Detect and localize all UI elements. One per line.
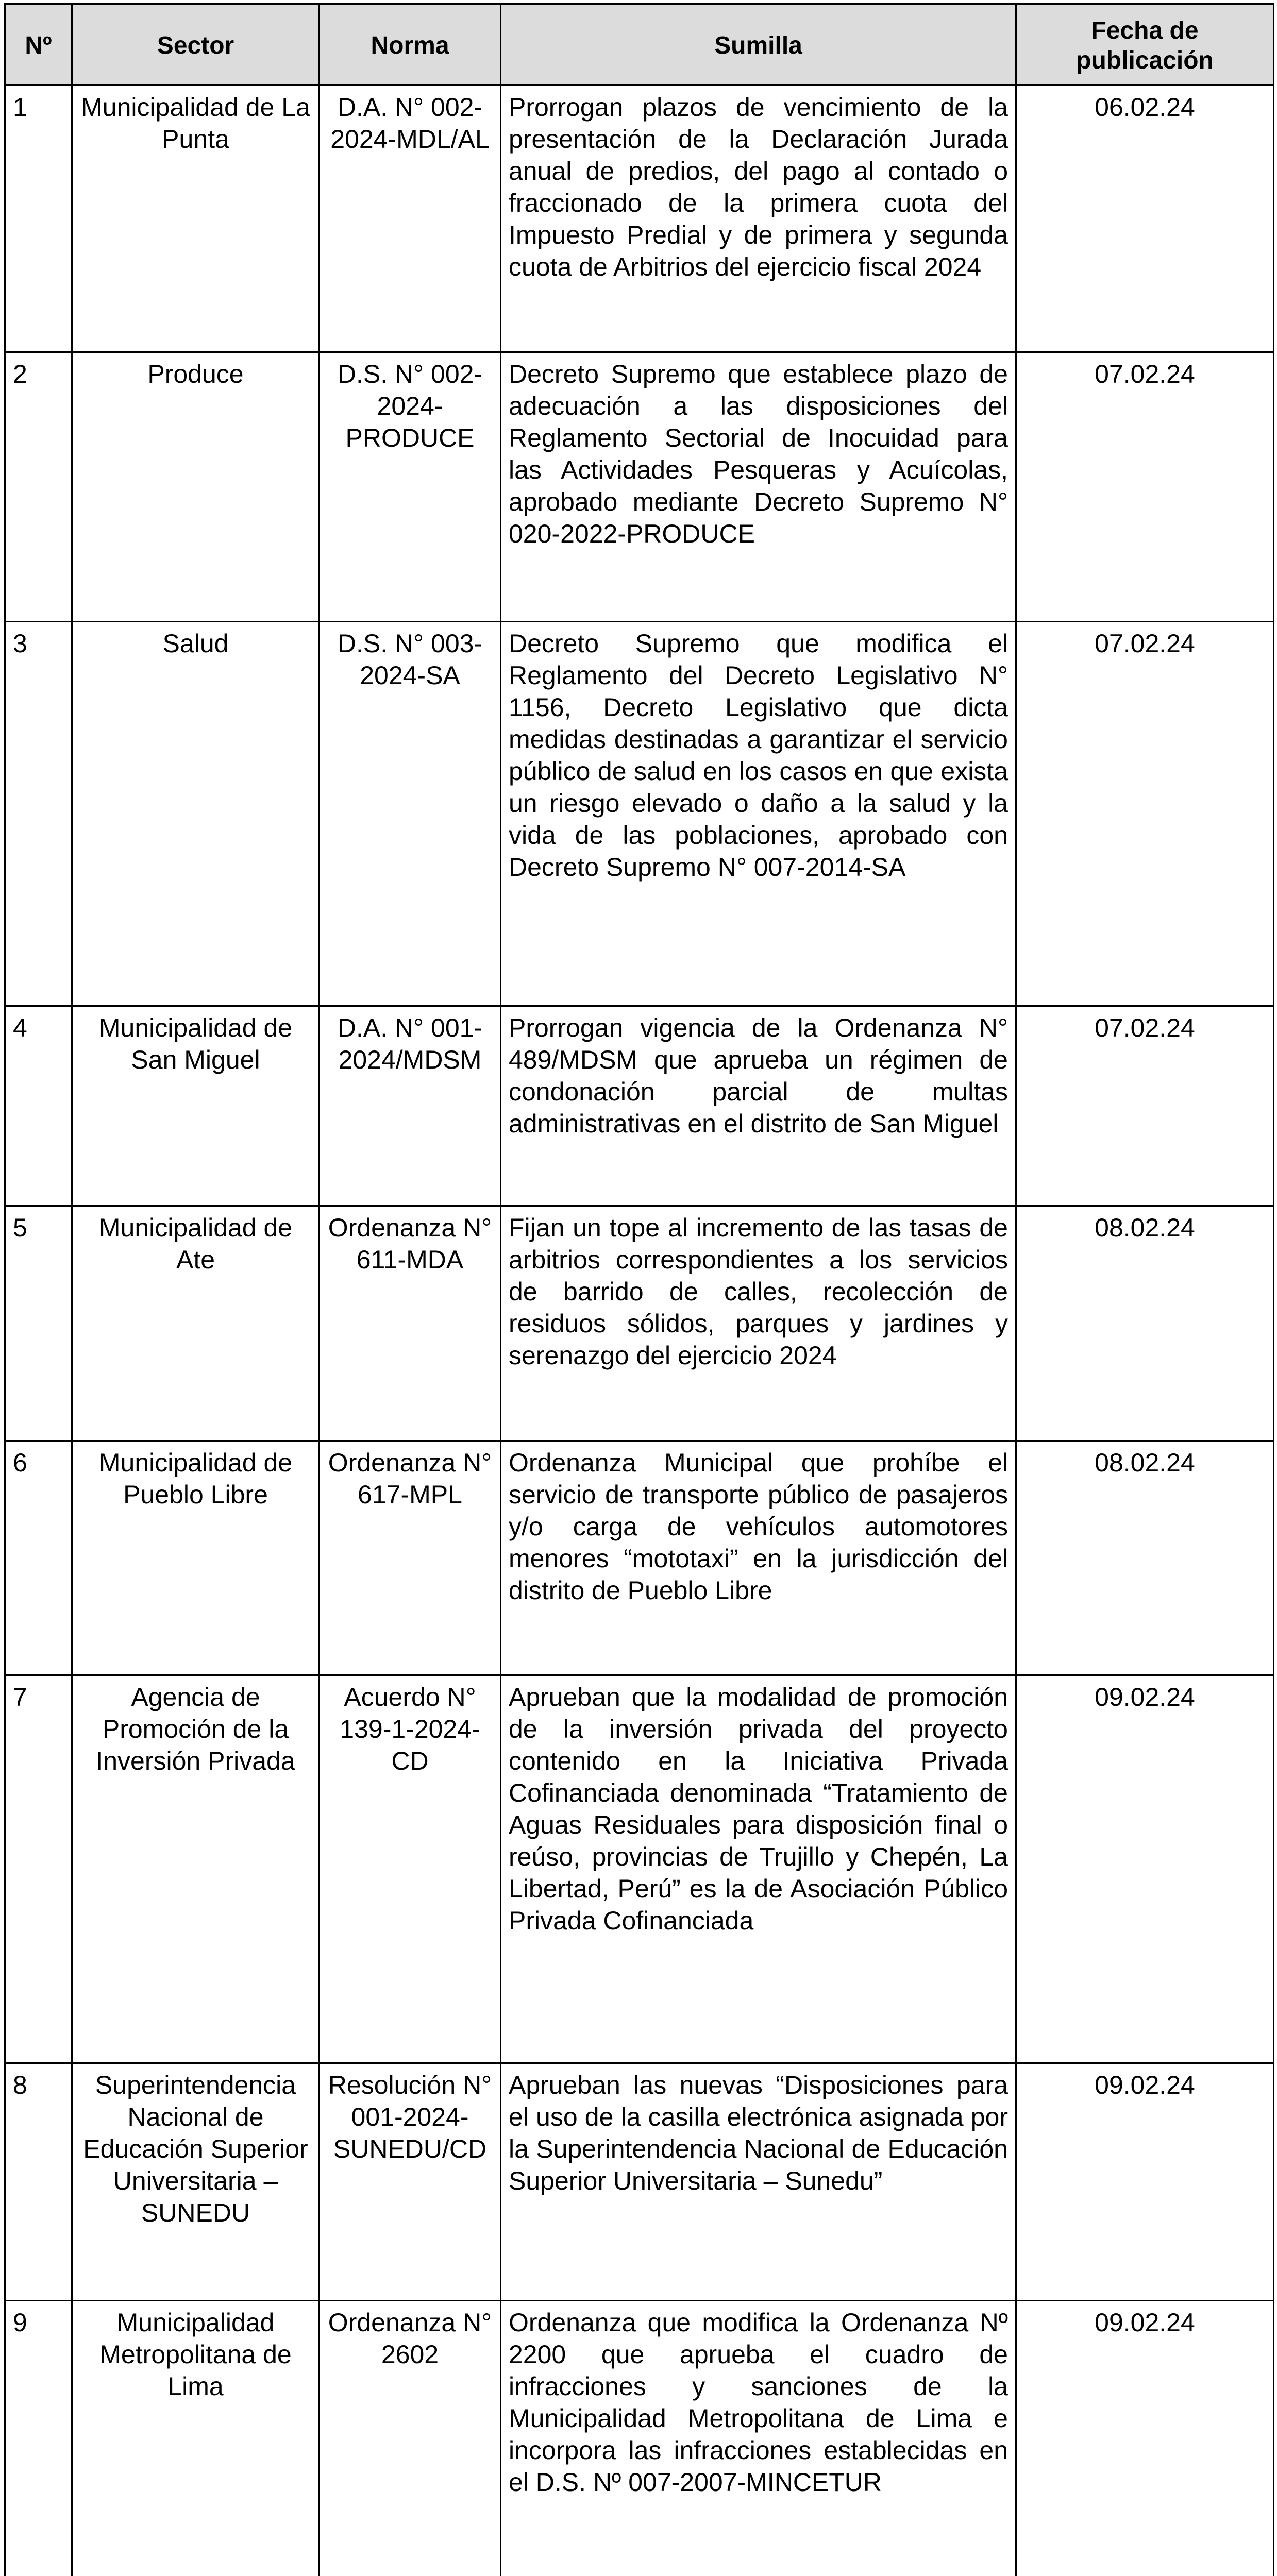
cell-sector: Salud [72, 622, 320, 1006]
header-norma: Norma [320, 4, 501, 86]
cell-sector: Superintendencia Nacional de Educación Superior Universitaria – SUNEDU [72, 2063, 320, 2301]
cell-sumilla: Prorrogan plazos de vencimiento de la presentación de la Declaración Jurada anual de predios, del pago al contado o fraccionado de la primera cuota del Impuesto Predial y de primera y segunda cuota de Arbitrios del ejercicio fiscal 2024 [501, 86, 1016, 352]
header-num: Nº [5, 4, 72, 86]
cell-sumilla: Aprueban que la modalidad de promoción de la inversión privada del proyecto contenido en la Iniciativa Privada Cofinanciada denominada “Tratamiento de Aguas Residuales para disposición final o reúso, provincias de Trujillo y Chepén, La Libertad, Perú” es la de Asociación Público Privada Cofinanciada [501, 1675, 1016, 2063]
cell-num: 8 [5, 2063, 72, 2301]
cell-fecha: 08.02.24 [1016, 1206, 1274, 1440]
cell-num: 4 [5, 1006, 72, 1206]
cell-sector: Agencia de Promoción de la Inversión Privada [72, 1675, 320, 2063]
cell-fecha: 07.02.24 [1016, 622, 1274, 1006]
header-fecha [1016, 4, 1274, 86]
cell-num: 3 [5, 622, 72, 1006]
cell-fecha: 06.02.24 [1016, 86, 1274, 352]
cell-sumilla: Ordenanza que modifica la Ordenanza Nº 2200 que aprueba el cuadro de infracciones y sanciones de la Municipalidad Metropolitana de Lima e incorpora las infracciones establecidas en el D.S. Nº 007-2007-MINCETUR [501, 2301, 1016, 2576]
cell-norma: D.A. N° 001-2024/MDSM [320, 1006, 501, 1206]
table-row [5, 1440, 1274, 1675]
table-row [5, 1675, 1274, 2063]
cell-norma: Ordenanza N° 611-MDA [320, 1206, 501, 1440]
cell-sector: Municipalidad de La Punta [72, 86, 320, 352]
cell-fecha: 09.02.24 [1016, 1675, 1274, 2063]
cell-sector: Municipalidad Metropolitana de Lima [72, 2301, 320, 2576]
cell-norma: Ordenanza N° 2602 [320, 2301, 501, 2576]
header-sector: Sector [72, 4, 320, 86]
cell-sector: Municipalidad de San Miguel [72, 1006, 320, 1206]
header-sumilla: Sumilla [501, 4, 1016, 86]
cell-sumilla: Prorrogan vigencia de la Ordenanza N° 489/MDSM que aprueba un régimen de condonación parcial de multas administrativas en el distrito de San Miguel [501, 1006, 1016, 1206]
table-row [5, 2301, 1274, 2576]
cell-fecha: 08.02.24 [1016, 1440, 1274, 1675]
table-row [5, 1206, 1274, 1440]
cell-sumilla: Fijan un tope al incremento de las tasas de arbitrios correspondientes a los servicios de barrido de calles, recolección de residuos sólidos, parques y jardines y serenazgo del ejercicio 2024 [501, 1206, 1016, 1440]
cell-num: 2 [5, 352, 72, 622]
cell-norma: Acuerdo N° 139-1-2024-CD [320, 1675, 501, 2063]
cell-norma: D.S. N° 003-2024-SA [320, 622, 501, 1006]
cell-norma: Ordenanza N° 617-MPL [320, 1440, 501, 1675]
norms-table [4, 3, 1274, 2576]
cell-sector: Municipalidad de Ate [72, 1206, 320, 1440]
cell-sumilla: Ordenanza Municipal que prohíbe el servicio de transporte público de pasajeros y/o carga de vehículos automotores menores “mototaxi” en la jurisdicción del distrito de Pueblo Libre [501, 1440, 1016, 1675]
cell-sector: Municipalidad de Pueblo Libre [72, 1440, 320, 1675]
cell-norma: D.S. N° 002-2024-PRODUCE [320, 352, 501, 622]
cell-sumilla: Decreto Supremo que modifica el Reglamento del Decreto Legislativo N° 1156, Decreto Legislativo que dicta medidas destinadas a garantizar el servicio público de salud en los casos en que exista un riesgo elevado o daño a la salud y la vida de las poblaciones, aprobado con Decreto Supremo N° 007-2014-SA [501, 622, 1016, 1006]
table-row [5, 622, 1274, 1006]
cell-num: 5 [5, 1206, 72, 1440]
cell-sumilla: Decreto Supremo que establece plazo de adecuación a las disposiciones del Reglamento Sectorial de Inocuidad para las Actividades Pesqueras y Acuícolas, aprobado mediante Decreto Supremo N° 020-2022-PRODUCE [501, 352, 1016, 622]
cell-norma: Resolución N° 001-2024-SUNEDU/CD [320, 2063, 501, 2301]
header-fecha-line2: publicación [1076, 46, 1214, 74]
cell-num: 7 [5, 1675, 72, 2063]
table-row [5, 1006, 1274, 1206]
cell-fecha: 09.02.24 [1016, 2301, 1274, 2576]
cell-norma: D.A. N° 002-2024-MDL/AL [320, 86, 501, 352]
cell-fecha: 09.02.24 [1016, 2063, 1274, 2301]
cell-sumilla: Aprueban las nuevas “Disposiciones para el uso de la casilla electrónica asignada por la Superintendencia Nacional de Educación Superior Universitaria – Sunedu” [501, 2063, 1016, 2301]
table-row [5, 352, 1274, 622]
cell-sector: Produce [72, 352, 320, 622]
header-fecha-line1: Fecha de [1091, 16, 1199, 44]
cell-num: 6 [5, 1440, 72, 1675]
table-row [5, 2063, 1274, 2301]
header-row [5, 4, 1274, 86]
cell-num: 9 [5, 2301, 72, 2576]
cell-fecha: 07.02.24 [1016, 352, 1274, 622]
cell-fecha: 07.02.24 [1016, 1006, 1274, 1206]
table-row [5, 86, 1274, 352]
cell-num: 1 [5, 86, 72, 352]
